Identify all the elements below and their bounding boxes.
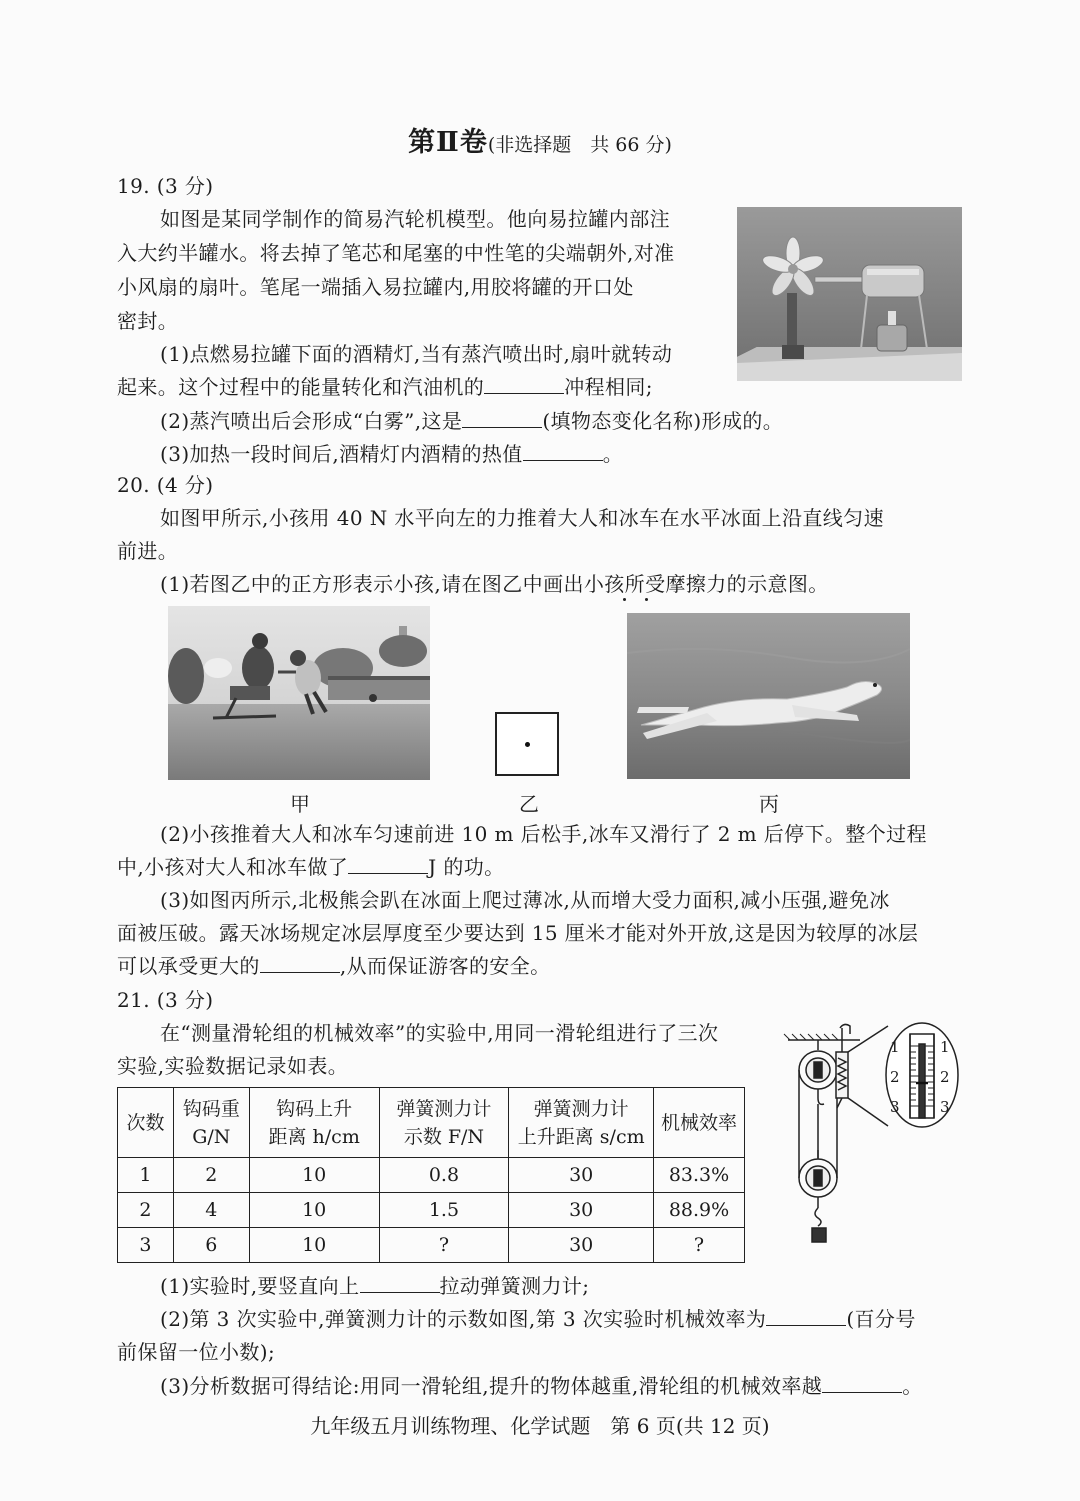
- table-cell: 10: [249, 1193, 379, 1228]
- table-cell: 2: [173, 1158, 249, 1193]
- q21-intro: 在“测量滑轮组的机械效率”的实验中,用同一滑轮组进行了三次: [160, 1021, 719, 1045]
- table-cell: 2: [118, 1193, 174, 1228]
- table-cell: 88.9%: [654, 1193, 745, 1228]
- answer-blank[interactable]: [462, 409, 542, 428]
- q20-part3: (3)如图丙所示,北极熊会趴在冰面上爬过薄冰,从而增大受力面积,减小压强,避免冰: [160, 888, 890, 912]
- q19-intro-line: 入大约半罐水。将去掉了笔芯和尾塞的中性笔的尖端朝外,对准: [117, 241, 675, 265]
- header-cell: 弹簧测力计 示数 F/N: [379, 1088, 509, 1158]
- q19-part2: (2)蒸汽喷出后会形成“白雾”,这是 (填物态变化名称)形成的。: [160, 409, 784, 433]
- table-cell: 0.8: [379, 1158, 509, 1193]
- experiment-data-table: [117, 1087, 745, 1263]
- table-cell: 30: [509, 1228, 654, 1263]
- q20-part2: (2)小孩推着大人和冰车匀速前进 10 m 后松手,冰车又滑行了 2 m 后停下。整个过程: [160, 822, 927, 846]
- scale-label-right: 3: [940, 1098, 950, 1116]
- pulley-diagram: [780, 1018, 965, 1258]
- q21-number: 21. (3 分): [117, 988, 214, 1012]
- table-cell: 10: [249, 1158, 379, 1193]
- table-cell: 6: [173, 1228, 249, 1263]
- section-title: [0, 120, 1080, 159]
- q20-intro-cont: 前进。: [117, 539, 179, 563]
- q21-part2: (2)第 3 次实验中,弹簧测力计的示数如图,第 3 次实验时机械效率为 (百分号: [160, 1307, 916, 1331]
- caption-yi: 乙: [519, 792, 539, 816]
- caption-bing: 丙: [759, 792, 779, 816]
- q19-number: 19. (3 分): [117, 174, 214, 198]
- emphasis-dot: [623, 598, 626, 601]
- q20-number: 20. (4 分): [117, 473, 214, 497]
- q19-intro-line: 小风扇的扇叶。笔尾一端插入易拉罐内,用胶将罐的开口处: [117, 275, 634, 299]
- q19-intro-line: 密封。: [117, 309, 179, 333]
- q20-intro: 如图甲所示,小孩用 40 N 水平向左的力推着大人和冰车在水平冰面上沿直线匀速: [160, 506, 884, 530]
- answer-blank[interactable]: [766, 1307, 846, 1326]
- q21-intro-cont: 实验,实验数据记录如表。: [117, 1054, 349, 1078]
- center-dot: [525, 742, 530, 747]
- answer-blank[interactable]: [260, 954, 340, 973]
- header-cell: 机械效率: [654, 1088, 745, 1158]
- q19-part3: (3)加热一段时间后,酒精灯内酒精的热值 。: [160, 442, 624, 466]
- q21-part3: (3)分析数据可得结论:用同一滑轮组,提升的物体越重,滑轮组的机械效率越 。: [160, 1374, 923, 1398]
- ice-sled-photo: [168, 606, 430, 780]
- answer-blank[interactable]: [523, 442, 603, 461]
- polar-bear-photo: [627, 613, 910, 779]
- q20-part3-cont: 可以承受更大的 ,从而保证游客的安全。: [117, 954, 551, 978]
- table-row: [118, 1193, 745, 1228]
- q21-part2-cont: 前保留一位小数);: [117, 1340, 276, 1364]
- table-cell: 83.3%: [654, 1158, 745, 1193]
- emphasis-dot: [645, 598, 648, 601]
- section-title-sub: (非选择题 共 66 分): [487, 134, 672, 156]
- scale-label-right: 2: [940, 1068, 950, 1086]
- header-cell: 弹簧测力计 上升距离 s/cm: [509, 1088, 654, 1158]
- table-row: [118, 1228, 745, 1263]
- answer-blank[interactable]: [360, 1274, 440, 1293]
- q20-part1: (1)若图乙中的正方形表示小孩,请在图乙中画出小孩所受摩擦力的示意图。: [160, 572, 829, 596]
- table-cell[interactable]: ?: [654, 1228, 745, 1263]
- scale-label-left: 2: [890, 1068, 900, 1086]
- steam-turbine-photo: [737, 207, 962, 381]
- table-cell: 1: [118, 1158, 174, 1193]
- q19-part1-cont: 起来。这个过程中的能量转化和汽油机的 冲程相同;: [117, 375, 653, 399]
- caption-jia: 甲: [290, 792, 310, 816]
- section-title-main: 第Ⅱ卷: [408, 127, 488, 158]
- q19-intro-line: 如图是某同学制作的简易汽轮机模型。他向易拉罐内部注: [160, 207, 670, 231]
- q20-part3-cont: 面被压破。露天冰场规定冰层厚度至少要达到 15 厘米才能对外开放,这是因为较厚的冰层: [117, 921, 919, 945]
- table-cell: 4: [173, 1193, 249, 1228]
- header-cell: 钩码上升 距离 h/cm: [249, 1088, 379, 1158]
- table-cell: 3: [118, 1228, 174, 1263]
- header-cell: 次数: [118, 1088, 174, 1158]
- table-cell: 1.5: [379, 1193, 509, 1228]
- square-diagram[interactable]: [495, 712, 559, 776]
- answer-blank[interactable]: [822, 1374, 902, 1393]
- table-cell: 30: [509, 1193, 654, 1228]
- scale-label-right: 1: [940, 1038, 950, 1056]
- q21-part1: (1)实验时,要竖直向上 拉动弹簧测力计;: [160, 1274, 590, 1298]
- answer-blank[interactable]: [348, 855, 428, 874]
- scale-label-left: 3: [890, 1098, 900, 1116]
- table-cell: 10: [249, 1228, 379, 1263]
- page-footer: 九年级五月训练物理、化学试题 第 6 页(共 12 页): [310, 1414, 770, 1438]
- table-header-row: [118, 1088, 745, 1158]
- scale-label-left: 1: [890, 1038, 900, 1056]
- answer-blank[interactable]: [484, 375, 564, 394]
- q19-part1: (1)点燃易拉罐下面的酒精灯,当有蒸汽喷出时,扇叶就转动: [160, 342, 673, 366]
- q20-part2-cont: 中,小孩对大人和冰车做了 J 的功。: [117, 855, 505, 879]
- table-cell[interactable]: ?: [379, 1228, 509, 1263]
- header-cell: 钩码重 G/N: [173, 1088, 249, 1158]
- table-cell: 30: [509, 1158, 654, 1193]
- table-row: [118, 1158, 745, 1193]
